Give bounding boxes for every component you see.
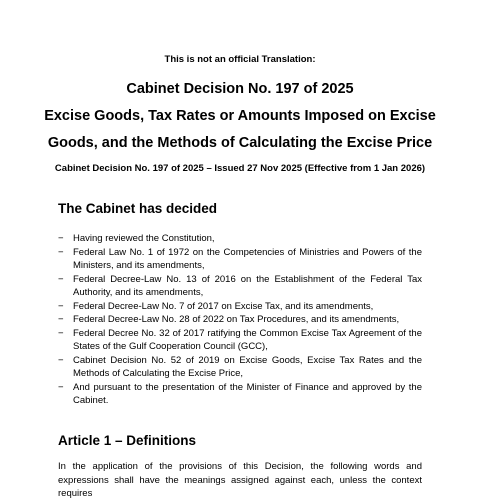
bullet-marker: −: [58, 246, 64, 258]
list-item: [58, 300, 422, 314]
list-item-text: Federal Decree-Law No. 28 of 2022 on Tax Procedures, and its amendments,: [73, 314, 400, 325]
recitals-list: [58, 232, 422, 408]
bullet-marker: −: [58, 273, 64, 285]
list-item: [58, 327, 422, 354]
list-item-text: Federal Decree-Law No. 13 of 2016 on the Establishment of the Federal Tax Authority, and its amendments,: [73, 273, 422, 298]
list-item-text: Cabinet Decision No. 52 of 2019 on Excise Goods, Excise Tax Rates and the Methods of Calculating the Excise Price,: [73, 354, 422, 379]
list-item-text: And pursuant to the presentation of the Minister of Finance and approved by the Cabinet.: [73, 381, 422, 406]
bullet-marker: −: [58, 300, 64, 312]
list-item-text: Having reviewed the Constitution,: [73, 233, 215, 244]
translation-notice: This is not an official Translation:: [164, 54, 316, 65]
bullet-marker: −: [58, 314, 64, 325]
list-item: [58, 381, 422, 408]
list-item: [58, 246, 422, 273]
list-item: [58, 313, 422, 327]
list-item-text: Federal Decree-Law No. 7 of 2017 on Excise Tax, and its amendments,: [73, 300, 374, 312]
bullet-marker: −: [58, 354, 64, 366]
bullet-marker: −: [58, 327, 64, 339]
document-subtitle-line-2: Goods, and the Methods of Calculating the Excise Price: [47, 135, 433, 151]
list-item: [58, 273, 422, 300]
document-title: Cabinet Decision No. 197 of 2025: [126, 81, 354, 97]
issue-date-line: Cabinet Decision No. 197 of 2025 – Issued 27 Nov 2025 (Effective from 1 Jan 2026): [54, 163, 426, 174]
list-item-text: Federal Law No. 1 of 1972 on the Competencies of Ministries and Powers of the Ministers, and its amendments,: [73, 246, 422, 271]
list-item: [58, 232, 422, 246]
section-heading: The Cabinet has decided: [58, 201, 218, 216]
article-1-intro-paragraph: In the application of the provisions of this Decision, the following words and expressions shall have the meanings assigned against each, unless the context requires: [58, 461, 422, 499]
document-subtitle-line-1: Excise Goods, Tax Rates or Amounts Imposed on Excise: [44, 108, 436, 124]
list-item: [58, 354, 422, 381]
list-item-text: Federal Decree No. 32 of 2017 ratifying the Common Excise Tax Agreement of the States of the Gulf Cooperation Council (GCC),: [73, 327, 422, 352]
bullet-marker: −: [58, 381, 64, 393]
article-1-heading: Article 1 – Definitions: [58, 433, 197, 448]
bullet-marker: −: [58, 233, 64, 244]
